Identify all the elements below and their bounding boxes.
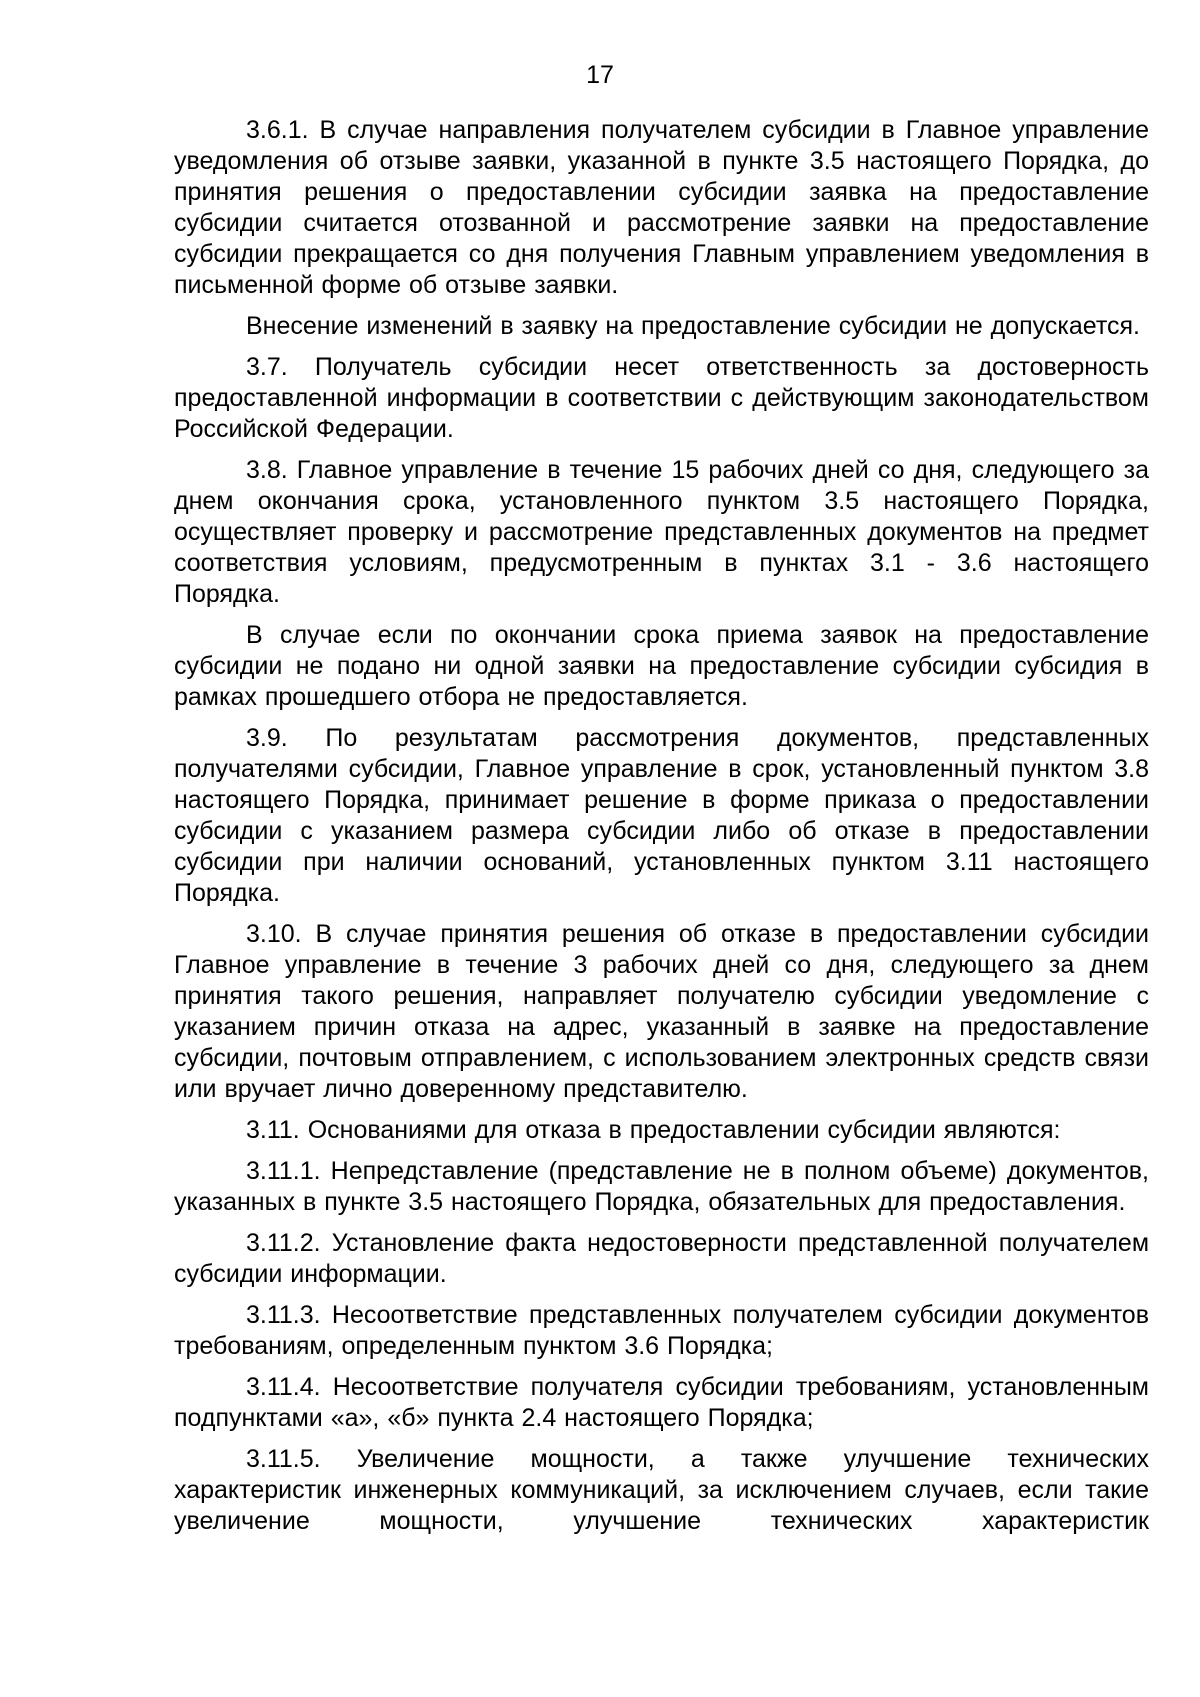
paragraph-3-11-4: 3.11.4. Несоответствие получателя субсидии требованиям, установленным подпунктами «а», «б» пункта 2.4 настоящего Порядка; xyxy=(174,1373,1149,1432)
paragraph-3-11: 3.11. Основаниями для отказа в предоставлении субсидии являются: xyxy=(246,1116,1061,1144)
paragraph-3-7: 3.7. Получатель субсидии несет ответственность за достоверность предоставленной информации в соответствии с действующим законодательством Российской Федерации. xyxy=(174,353,1149,443)
paragraph-3-11-3: 3.11.3. Несоответствие представленных получателем субсидии документов требованиям, определенным пунктом 3.6 Порядка; xyxy=(174,1301,1149,1360)
document-body xyxy=(174,115,1149,1547)
paragraph-3-6-1: 3.6.1. В случае направления получателем субсидии в Главное управление уведомления об отзыве заявки, указанной в пункте 3.5 настоящего Порядка, до принятия решения о предоставлении субсидии заявка на предоставление субсидии считается отозванной и рассмотрение заявки на предоставление субсидии прекращается со дня получения Главным управлением уведомления в письменной форме об отзыве заявки. xyxy=(174,116,1149,299)
paragraph-3-11-2: 3.11.2. Установление факта недостоверности представленной получателем субсидии информации. xyxy=(174,1229,1149,1288)
paragraph-3-11-1: 3.11.1. Непредставление (представление не в полном объеме) документов, указанных в пункте 3.5 настоящего Порядка, обязательных для предоставления. xyxy=(174,1157,1149,1216)
paragraph-3-10: 3.10. В случае принятия решения об отказе в предоставлении субсидии Главное управление в течение 3 рабочих дней со дня, следующего за днем принятия такого решения, направляет получателю субсидии уведомление с указанием причин отказа на адрес, указанный в заявке на предоставление субсидии, почтовым отправлением, с использованием электронных средств связи или вручает лично доверенному представителю. xyxy=(174,920,1149,1103)
page-number: 17 xyxy=(586,61,614,89)
paragraph-3-8: 3.8. Главное управление в течение 15 рабочих дней со дня, следующего за днем окончания срока, установленного пунктом 3.5 настоящего Порядка, осуществляет проверку и рассмотрение представленных документов на предмет соответствия условиям, предусмотренным в пунктах 3.1 - 3.6 настоящего Порядка. xyxy=(174,456,1149,608)
paragraph-3-9: 3.9. По результатам рассмотрения документов, представленных получателями субсидии, Главное управление в срок, установленный пунктом 3.8 настоящего Порядка, принимает решение в форме приказа о предоставлении субсидии с указанием размера субсидии либо об отказе в предоставлении субсидии при наличии оснований, установленных пунктом 3.11 настоящего Порядка. xyxy=(174,724,1149,907)
paragraph-changes-not-allowed: Внесение изменений в заявку на предоставление субсидии не допускается. xyxy=(246,312,1140,340)
paragraph-3-11-5: 3.11.5. Увеличение мощности, а также улучшение технических характеристик инженерных коммуникаций, за исключением случаев, если такие увеличение мощности, улучшение технических характеристик xyxy=(174,1445,1149,1535)
paragraph-no-applications: В случае если по окончании срока приема заявок на предоставление субсидии не подано ни одной заявки на предоставление субсидии субсидия в рамках прошедшего отбора не предоставляется. xyxy=(174,621,1149,711)
